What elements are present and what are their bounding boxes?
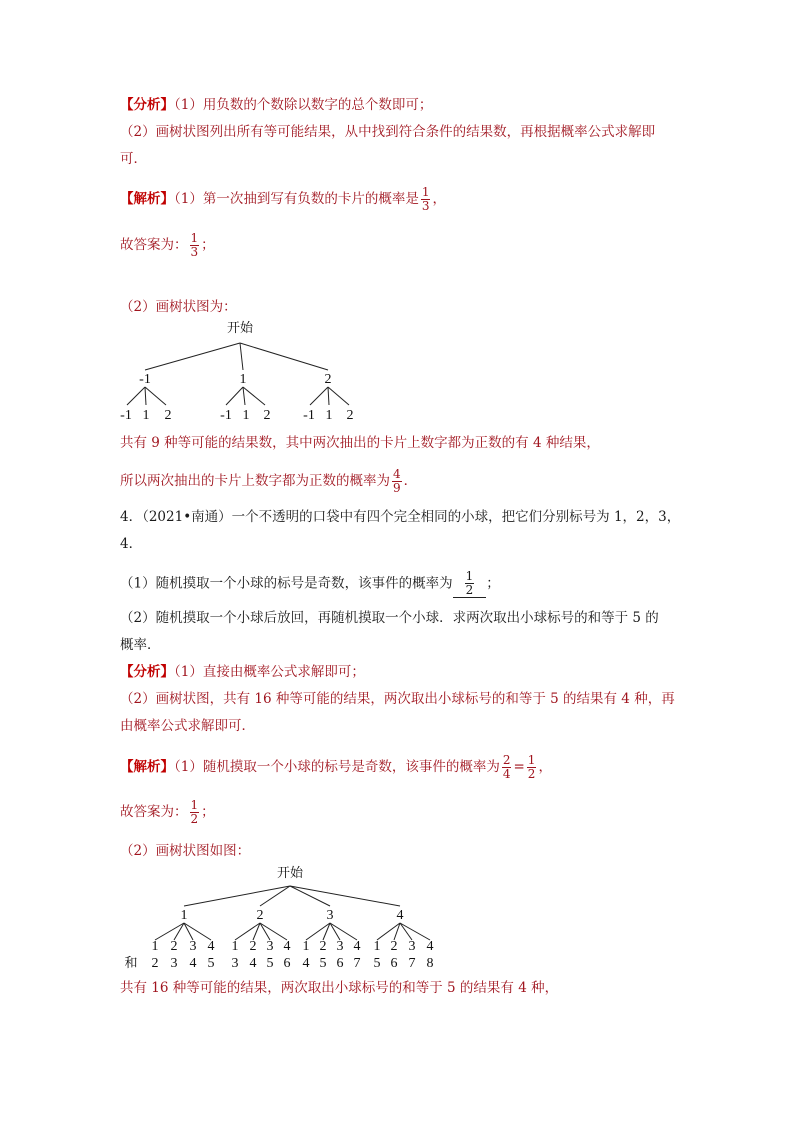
tree1-root: 开始: [226, 321, 254, 336]
svg-text:4: 4: [426, 939, 434, 954]
q4-analysis-line-2: （2）画树状图，共有 16 种等可能的结果，两次取出小球标号的和等于 5 的结果有 4 种，再: [120, 691, 675, 707]
svg-text:4: 4: [189, 956, 197, 971]
tree1-l2-node: -1: [120, 408, 132, 423]
fraction: $\frac{1}{3}$: [421, 185, 430, 213]
tree1-l1-node: 2: [324, 372, 332, 387]
tree-intro: （2）画树状图为：: [120, 299, 237, 315]
q4-solution-line: 【解析】（1）随机摸取一个小球的标号是奇数，该事件的概率为 $\frac{2}{4}$ = $\frac{1}{2}$ ，: [120, 753, 552, 781]
svg-text:1: 1: [373, 939, 381, 954]
q4-result-line: 共有 16 种等可能的结果，两次取出小球标号的和等于 5 的结果有 4 种，: [120, 980, 559, 996]
svg-text:3: 3: [170, 956, 178, 971]
analysis-line-2: （2）画树状图列出所有等可能结果，从中找到符合条件的结果数，再根据概率公式求解即: [120, 124, 656, 140]
solution-tag: 【解析】: [120, 191, 174, 207]
svg-text:2: 2: [249, 939, 257, 954]
analysis-tag: 【分析】: [120, 97, 174, 113]
tree2-l1-node: 4: [396, 908, 404, 923]
svg-text:6: 6: [336, 956, 344, 971]
answer-blank: $\frac{1}{2}$: [453, 570, 487, 598]
answer-text: 故答案为：: [120, 237, 188, 253]
question-4-part-2b: 概率．: [120, 637, 161, 653]
tree1-l1-node: -1: [139, 372, 151, 387]
svg-text:4: 4: [249, 956, 257, 971]
svg-text:3: 3: [408, 939, 416, 954]
question-4-part-2: （2）随机摸取一个小球后放回，再随机摸取一个小球．求两次取出小球标号的和等于 5 的: [120, 610, 659, 626]
svg-text:4: 4: [283, 939, 291, 954]
tree1-l2-node: -1: [303, 408, 315, 423]
solution-text: （1）第一次抽到写有负数的卡片的概率是: [174, 191, 419, 207]
tree1-l2-node: 2: [263, 408, 271, 423]
svg-text:2: 2: [151, 956, 159, 971]
tree2-root: 开始: [276, 866, 304, 881]
question-4-line-2: 4．: [120, 536, 143, 552]
svg-text:4: 4: [207, 939, 215, 954]
svg-text:1: 1: [302, 939, 310, 954]
fraction: $\frac{1}{3}$: [190, 231, 199, 259]
tree1-l1-node: 1: [239, 372, 247, 387]
question-4-line-1: 4．（2021•南通）一个不透明的口袋中有四个完全相同的小球，把它们分别标号为 1，2，3，: [120, 509, 681, 525]
svg-text:4: 4: [302, 956, 310, 971]
svg-text:7: 7: [408, 956, 416, 971]
result-line-1: 共有 9 种等可能的结果数，其中两次抽出的卡片上数字都为正数的有 4 种结果，: [120, 435, 600, 451]
question-4-part-1: （1）随机摸取一个小球的标号是奇数，该事件的概率为 $\frac{1}{2}$ ；: [120, 569, 500, 597]
svg-text:8: 8: [426, 956, 434, 971]
svg-text:4: 4: [353, 939, 361, 954]
svg-text:5: 5: [207, 956, 215, 971]
svg-text:5: 5: [373, 956, 381, 971]
solution-line: 【解析】（1）第一次抽到写有负数的卡片的概率是 $\frac{1}{3}$ ，: [120, 185, 446, 213]
tree1-l2-node: 2: [346, 408, 354, 423]
svg-text:3: 3: [231, 956, 239, 971]
svg-text:3: 3: [336, 939, 344, 954]
tree1-l2-node: -1: [220, 408, 232, 423]
svg-text:1: 1: [151, 939, 159, 954]
svg-text:2: 2: [170, 939, 178, 954]
analysis-text: （1）用负数的个数除以数字的总个数即可；: [174, 97, 433, 113]
svg-text:6: 6: [390, 956, 398, 971]
tree2-l1-node: 1: [180, 908, 188, 923]
svg-text:2: 2: [390, 939, 398, 954]
svg-text:3: 3: [189, 939, 197, 954]
q4-analysis-line-3: 由概率公式求解即可．: [120, 718, 255, 734]
tree1-l2-node: 2: [164, 408, 172, 423]
svg-text:2: 2: [319, 939, 327, 954]
tree2-l1-node: 2: [256, 908, 264, 923]
sum-label: 和: [124, 956, 138, 971]
tree1-l2-node: 1: [142, 408, 150, 423]
svg-text:3: 3: [266, 939, 274, 954]
answer-line: 故答案为： $\frac{1}{3}$ ；: [120, 231, 215, 259]
svg-text:5: 5: [319, 956, 327, 971]
svg-text:7: 7: [353, 956, 361, 971]
analysis-line-3: 可．: [120, 151, 147, 167]
fraction: $\frac{4}{9}$: [393, 467, 401, 495]
svg-text:6: 6: [283, 956, 291, 971]
q4-tree-intro: （2）画树状图如图：: [120, 843, 251, 859]
svg-text:5: 5: [266, 956, 274, 971]
tree1-l2-node: 1: [242, 408, 250, 423]
q4-analysis-line: 【分析】（1）直接由概率公式求解即可；: [120, 664, 365, 680]
svg-text:1: 1: [231, 939, 239, 954]
q4-answer-line: 故答案为： $\frac{1}{2}$ ；: [120, 798, 215, 826]
result-line-2: 所以两次抽出的卡片上数字都为正数的概率为 $\frac{4}{9}$ ．: [120, 467, 418, 495]
tree2-l1-node: 3: [326, 908, 334, 923]
tree1-l2-node: 1: [325, 408, 333, 423]
